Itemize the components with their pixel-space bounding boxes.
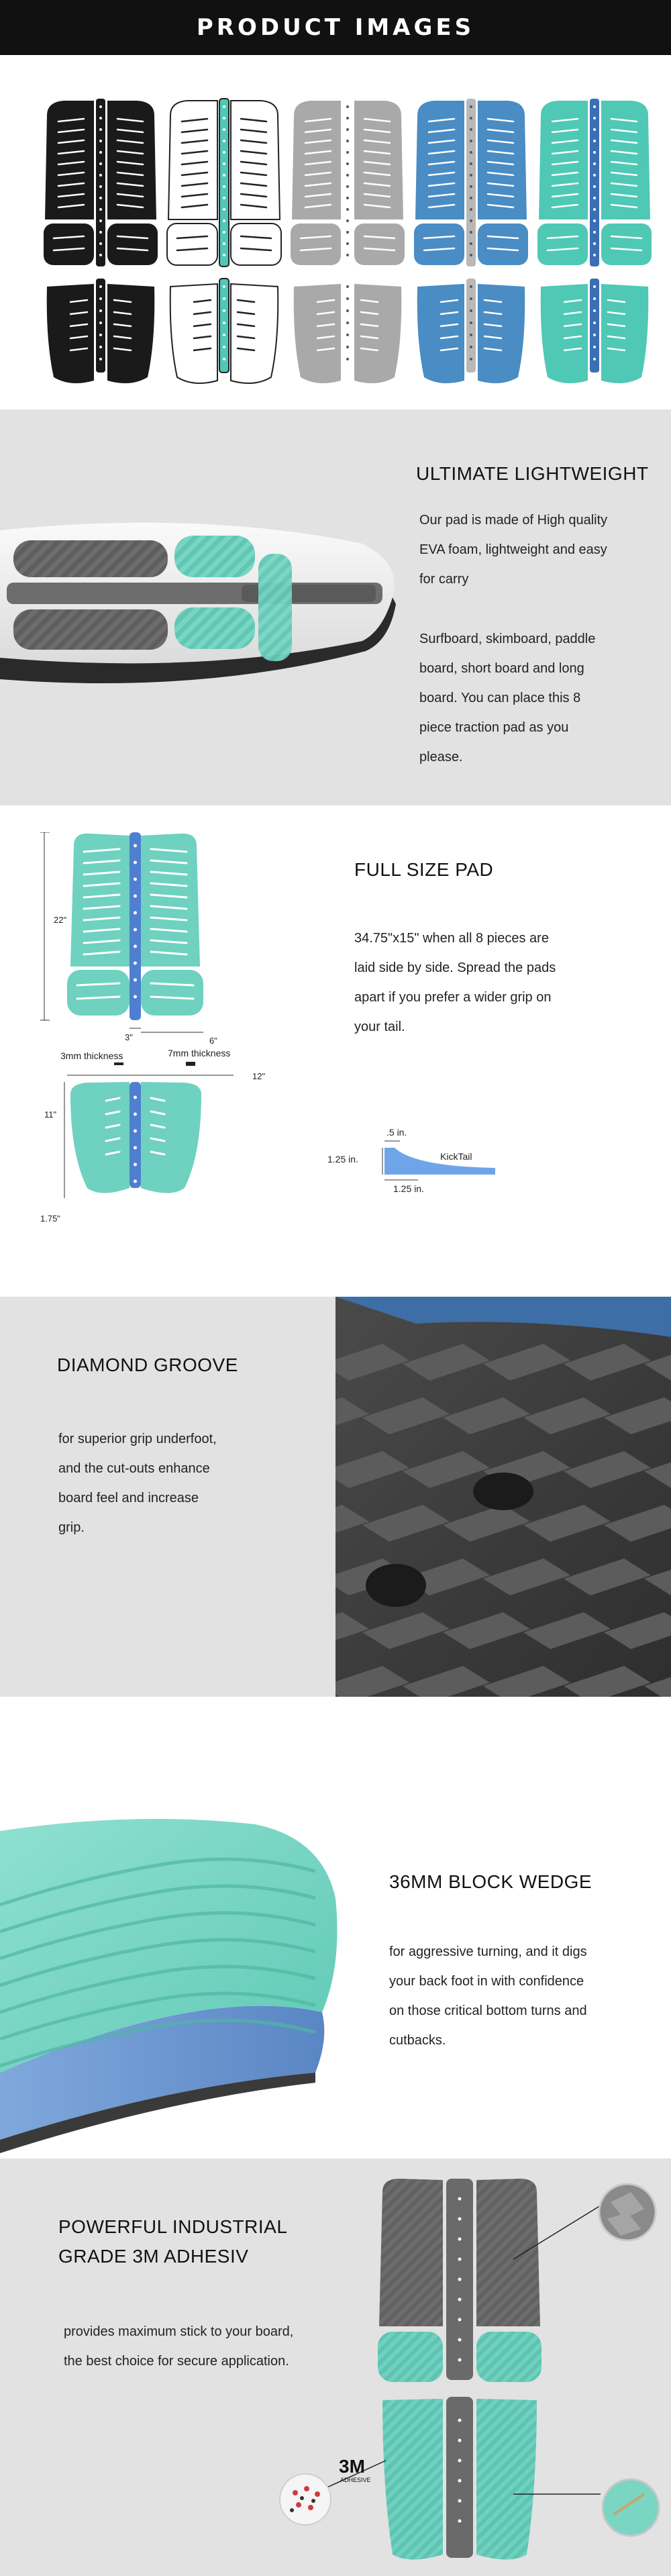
section-fullsize xyxy=(0,805,671,1297)
adhesive-title-line: POWERFUL INDUSTRIAL xyxy=(58,2216,288,2237)
adhesive-title xyxy=(58,2212,287,2271)
pad-variant-blue xyxy=(414,99,528,383)
section-diamond xyxy=(0,1297,671,1697)
lightweight-p1-line: for carry xyxy=(419,572,469,587)
section-lightweight xyxy=(0,409,671,805)
kicktail-left: 1.25 in. xyxy=(327,1154,358,1165)
page-header xyxy=(0,0,671,55)
adhesive-title-line: GRADE 3M ADHESIV xyxy=(58,2246,249,2267)
kicktail-diagram xyxy=(327,1114,556,1195)
adhesive-pad-figure xyxy=(265,2179,671,2576)
product-variants-figure xyxy=(0,55,671,409)
fullsize-line: apart if you prefer a wider grip on xyxy=(354,990,552,1005)
lightweight-p2-line: please. xyxy=(419,750,463,764)
wedge-line: cutbacks. xyxy=(389,2033,446,2048)
diamond-line: board feel and increase xyxy=(58,1491,199,1505)
lightweight-para-2 xyxy=(419,624,661,772)
wedge-line: on those critical bottom turns and xyxy=(389,2003,587,2018)
wedge-para xyxy=(389,1937,658,2055)
kicktail-label: KickTail xyxy=(440,1151,472,1162)
diamond-groove-closeup xyxy=(336,1297,671,1697)
lightweight-p2-line: board, short board and long xyxy=(419,661,584,676)
dim-7mm: 7mm thickness xyxy=(168,1048,231,1058)
diamond-line: for superior grip underfoot, xyxy=(58,1432,217,1446)
dim-center-width: 3" xyxy=(125,1032,133,1042)
adhesive-line: provides maximum stick to your board, xyxy=(64,2324,294,2339)
dim-3mm: 3mm thickness xyxy=(60,1050,123,1061)
lightweight-p2-line: board. You can place this 8 xyxy=(419,691,581,705)
dim-tail-height: 11" xyxy=(44,1109,57,1120)
diamond-title: DIAMOND GROOVE xyxy=(57,1354,238,1375)
pad-variant-black xyxy=(44,99,158,383)
dim-height-front: 22" xyxy=(54,915,67,925)
product-variants xyxy=(0,55,671,409)
kicktail-top: .5 in. xyxy=(386,1127,407,1138)
wedge-line: for aggressive turning, and it digs xyxy=(389,1944,587,1959)
pad-variant-teal xyxy=(537,99,652,383)
page-title: PRODUCT IMAGES xyxy=(196,14,475,41)
dim-side-width: 6" xyxy=(209,1036,217,1046)
dim-tail-width: 12" xyxy=(252,1071,266,1081)
diamond-line: and the cut-outs enhance xyxy=(58,1461,210,1476)
dim-tail-small: 1.75" xyxy=(40,1213,60,1224)
adhesive-line: the best choice for secure application. xyxy=(64,2354,289,2369)
fullsize-para xyxy=(354,924,650,1042)
section-wedge xyxy=(0,1697,671,2159)
lightweight-p2-line: Surfboard, skimboard, paddle xyxy=(419,632,596,646)
lightweight-p1-line: Our pad is made of High quality xyxy=(419,513,608,528)
lightweight-p1-line: EVA foam, lightweight and easy xyxy=(419,542,607,557)
section-adhesive xyxy=(0,2159,671,2576)
fullsize-line: 34.75"x15" when all 8 pieces are xyxy=(354,931,549,946)
wedge-line: your back foot in with confidence xyxy=(389,1974,584,1989)
pad-variant-gray xyxy=(291,99,405,383)
lightweight-para-1 xyxy=(419,505,661,594)
fullsize-title: FULL SIZE PAD xyxy=(354,859,494,880)
fullsize-line: laid side by side. Spread the pads xyxy=(354,960,556,975)
pad-variant-white-teal xyxy=(167,99,281,383)
wedge-closeup xyxy=(0,1697,376,2159)
wedge-title: 36MM BLOCK WEDGE xyxy=(389,1871,592,1892)
dimension-diagram xyxy=(40,832,282,1262)
diamond-line: grip. xyxy=(58,1520,85,1535)
kicktail-bottom: 1.25 in. xyxy=(393,1183,424,1194)
3m-logo-sub: ADHESIVE xyxy=(340,2477,371,2483)
surfboard-image xyxy=(0,503,403,711)
3m-logo-mark: 3M xyxy=(339,2456,365,2477)
lightweight-title: ULTIMATE LIGHTWEIGHT xyxy=(416,463,649,484)
fullsize-line: your tail. xyxy=(354,1020,405,1034)
lightweight-p2-line: piece traction pad as you xyxy=(419,720,569,735)
diamond-para xyxy=(58,1424,313,1542)
